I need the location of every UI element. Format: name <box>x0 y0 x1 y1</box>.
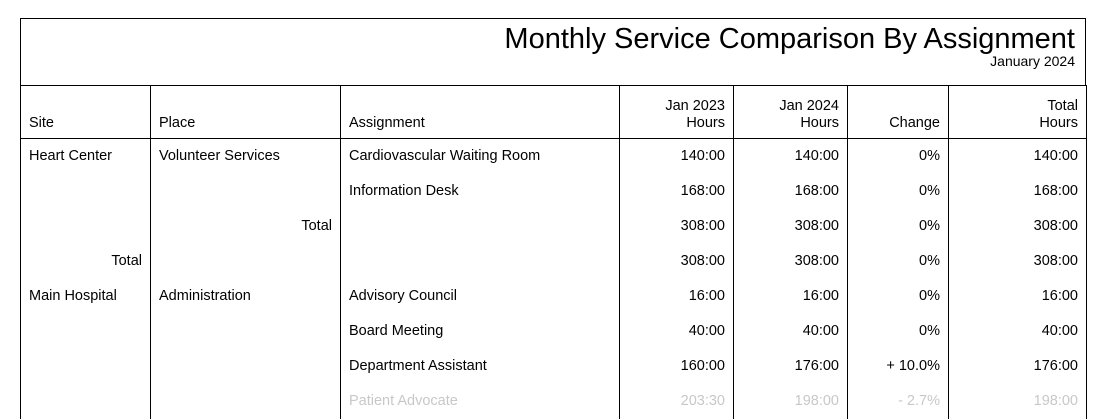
cell-jan2023: 160:00 <box>620 349 734 384</box>
table-header-row <box>21 86 1087 139</box>
cell-total: 308:00 <box>949 209 1087 244</box>
col-header-site: Site <box>21 86 151 139</box>
cell-jan2023: 140:00 <box>620 139 734 175</box>
cell-assignment: Board Meeting <box>341 314 620 349</box>
table-row <box>21 349 1087 384</box>
col-header-place: Place <box>151 86 341 139</box>
col-header-jan2024: Jan 2024 Hours <box>734 86 848 139</box>
cell-jan2023: 40:00 <box>620 314 734 349</box>
col-header-total: Total Hours <box>949 86 1087 139</box>
cell-site <box>21 209 151 244</box>
cell-place: Administration <box>151 279 341 314</box>
cell-site-total-label: Total <box>21 244 151 279</box>
cell-assignment <box>341 244 620 279</box>
col-header-change: Change <box>848 86 949 139</box>
cell-assignment: Advisory Council <box>341 279 620 314</box>
cell-assignment: Cardiovascular Waiting Room <box>341 139 620 175</box>
cell-site: Main Hospital <box>21 279 151 314</box>
cell-jan2024: 308:00 <box>734 209 848 244</box>
cell-site: Heart Center <box>21 139 151 175</box>
col-header-assignment: Assignment <box>341 86 620 139</box>
cell-jan2024: 308:00 <box>734 244 848 279</box>
cell-assignment: Information Desk <box>341 174 620 209</box>
table-row <box>21 174 1087 209</box>
cell-site <box>21 349 151 384</box>
cell-assignment <box>341 209 620 244</box>
cell-jan2024: 40:00 <box>734 314 848 349</box>
cell-site <box>21 314 151 349</box>
report <box>20 18 1086 414</box>
cell-change: - 2.7% <box>848 384 949 419</box>
cell-place <box>151 349 341 384</box>
cell-jan2024: 168:00 <box>734 174 848 209</box>
cell-total: 176:00 <box>949 349 1087 384</box>
cell-jan2023: 308:00 <box>620 209 734 244</box>
cell-place <box>151 244 341 279</box>
cell-assignment: Patient Advocate <box>341 384 620 419</box>
cell-place <box>151 174 341 209</box>
cell-total: 140:00 <box>949 139 1087 175</box>
cell-jan2023: 168:00 <box>620 174 734 209</box>
report-title: Monthly Service Comparison By Assignment <box>504 23 1075 55</box>
cell-jan2024: 140:00 <box>734 139 848 175</box>
cell-total: 16:00 <box>949 279 1087 314</box>
cell-jan2024: 198:00 <box>734 384 848 419</box>
table-row <box>21 279 1087 314</box>
cell-change: 0% <box>848 244 949 279</box>
cell-place <box>151 314 341 349</box>
cell-change: 0% <box>848 139 949 175</box>
cell-jan2024: 176:00 <box>734 349 848 384</box>
cell-total: 40:00 <box>949 314 1087 349</box>
cell-total: 308:00 <box>949 244 1087 279</box>
cell-change: 0% <box>848 314 949 349</box>
service-table <box>20 85 1087 419</box>
cell-assignment: Department Assistant <box>341 349 620 384</box>
cell-jan2023: 16:00 <box>620 279 734 314</box>
cell-change: 0% <box>848 209 949 244</box>
cell-change: 0% <box>848 279 949 314</box>
report-header <box>20 18 1086 85</box>
cell-total: 198:00 <box>949 384 1087 419</box>
place-total-row <box>21 209 1087 244</box>
col-header-jan2023: Jan 2023 Hours <box>620 86 734 139</box>
cell-jan2023: 203:30 <box>620 384 734 419</box>
cell-jan2023: 308:00 <box>620 244 734 279</box>
cell-site <box>21 174 151 209</box>
cell-place: Volunteer Services <box>151 139 341 175</box>
cell-change: + 10.0% <box>848 349 949 384</box>
table-row <box>21 139 1087 175</box>
report-subtitle: January 2024 <box>990 53 1075 69</box>
cell-place-total-label: Total <box>151 209 341 244</box>
cell-change: 0% <box>848 174 949 209</box>
site-total-row <box>21 244 1087 279</box>
cell-total: 168:00 <box>949 174 1087 209</box>
table-row <box>21 314 1087 349</box>
cell-jan2024: 16:00 <box>734 279 848 314</box>
